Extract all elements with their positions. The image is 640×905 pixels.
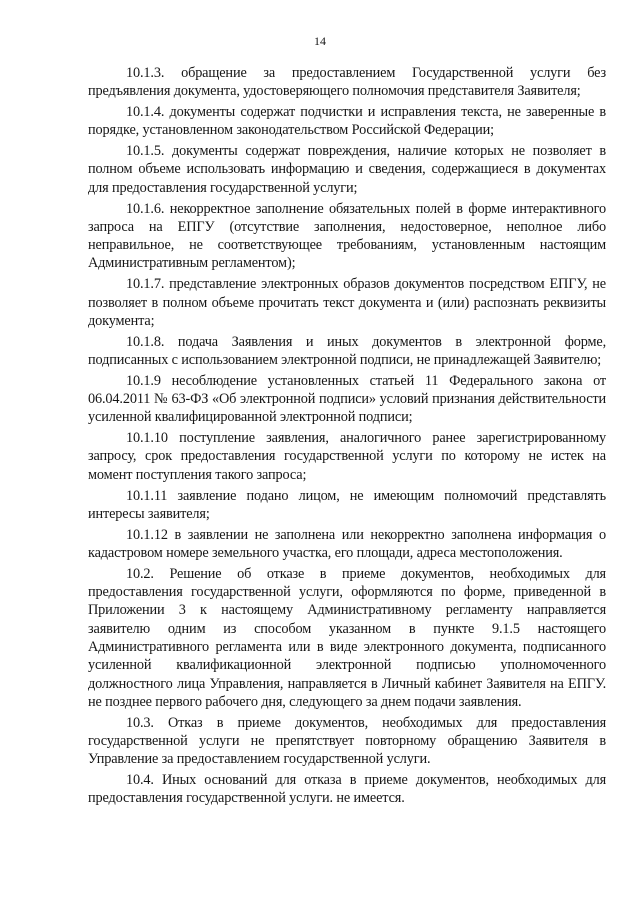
paragraph-10-1-3: 10.1.3. обращение за предоставлением Государственной услуги без предъявления документа, удостоверяющего полномочия представителя Заявителя; bbox=[88, 65, 606, 100]
paragraph-10-1-7: 10.1.7. представление электронных образов документов посредством ЕПГУ, не позволяет в полном объеме прочитать текст документа и (или) распознать реквизиты документа; bbox=[88, 276, 606, 329]
paragraph-10-1-12: 10.1.12 в заявлении не заполнена или некорректно заполнена информация о кадастровом номере земельного участка, его площади, адреса местоположения. bbox=[88, 526, 606, 561]
paragraph-10-1-11: 10.1.11 заявление подано лицом, не имеющим полномочий представлять интересы заявителя; bbox=[88, 487, 606, 522]
paragraph-10-1-6: 10.1.6. некорректное заполнение обязательных полей в форме интерактивного запроса на ЕПГУ (отсутствие заполнения, недостоверное, неполное либо неправильное, не соответствующее требованиям, установленным настоящим Административным регламентом); bbox=[88, 200, 606, 272]
paragraph-10-2: 10.2. Решение об отказе в приеме документов, необходимых для предоставления государственной услуги, оформляются по форме, приведенной в Приложении 3 к настоящему Административному регламенту направляется заявителю одним из способом указанном в пункте 9.1.5 настоящего Административного регламента или в виде электронного документа, подписанного усиленной квалификационной электронной подписью уполномоченного должностного лица Управления, направляется в Личный кабинет Заявителя на ЕПГУ. не позднее первого рабочего дня, следующего за днем подачи заявления. bbox=[88, 565, 606, 710]
paragraph-10-4: 10.4. Иных оснований для отказа в приеме документов, необходимых для предоставления государственной услуги. не имеется. bbox=[88, 771, 606, 807]
paragraph-10-1-4: 10.1.4. документы содержат подчистки и исправления текста, не заверенные в порядке, установленном законодательством Российской Федерации; bbox=[88, 104, 606, 139]
document-body bbox=[88, 64, 606, 810]
paragraph-10-1-8: 10.1.8. подача Заявления и иных документов в электронной форме, подписанных с использованием электронной подписи, не принадлежащей Заявителю; bbox=[88, 333, 606, 368]
paragraph-10-1-5: 10.1.5. документы содержат повреждения, наличие которых не позволяет в полном объеме использовать информацию и сведения, содержащиеся в документах для предоставления государственной услуги; bbox=[88, 143, 606, 196]
paragraph-10-3: 10.3. Отказ в приеме документов, необходимых для предоставления государственной услуги не препятствует повторному обращению Заявителя в Управление за предоставлением государственной услуги. bbox=[88, 714, 606, 768]
paragraph-10-1-10: 10.1.10 поступление заявления, аналогичного ранее зарегистрированному запросу, срок предоставления государственной услуги по которому не истек на момент поступления такого запроса; bbox=[88, 430, 606, 483]
paragraph-10-1-9: 10.1.9 несоблюдение установленных статьей 11 Федерального закона от 06.04.2011 № 63-ФЗ «Об электронной подписи» условий признания действительности усиленной квалифицированной электронной подписи; bbox=[88, 372, 606, 426]
page-number: 14 bbox=[314, 34, 326, 48]
